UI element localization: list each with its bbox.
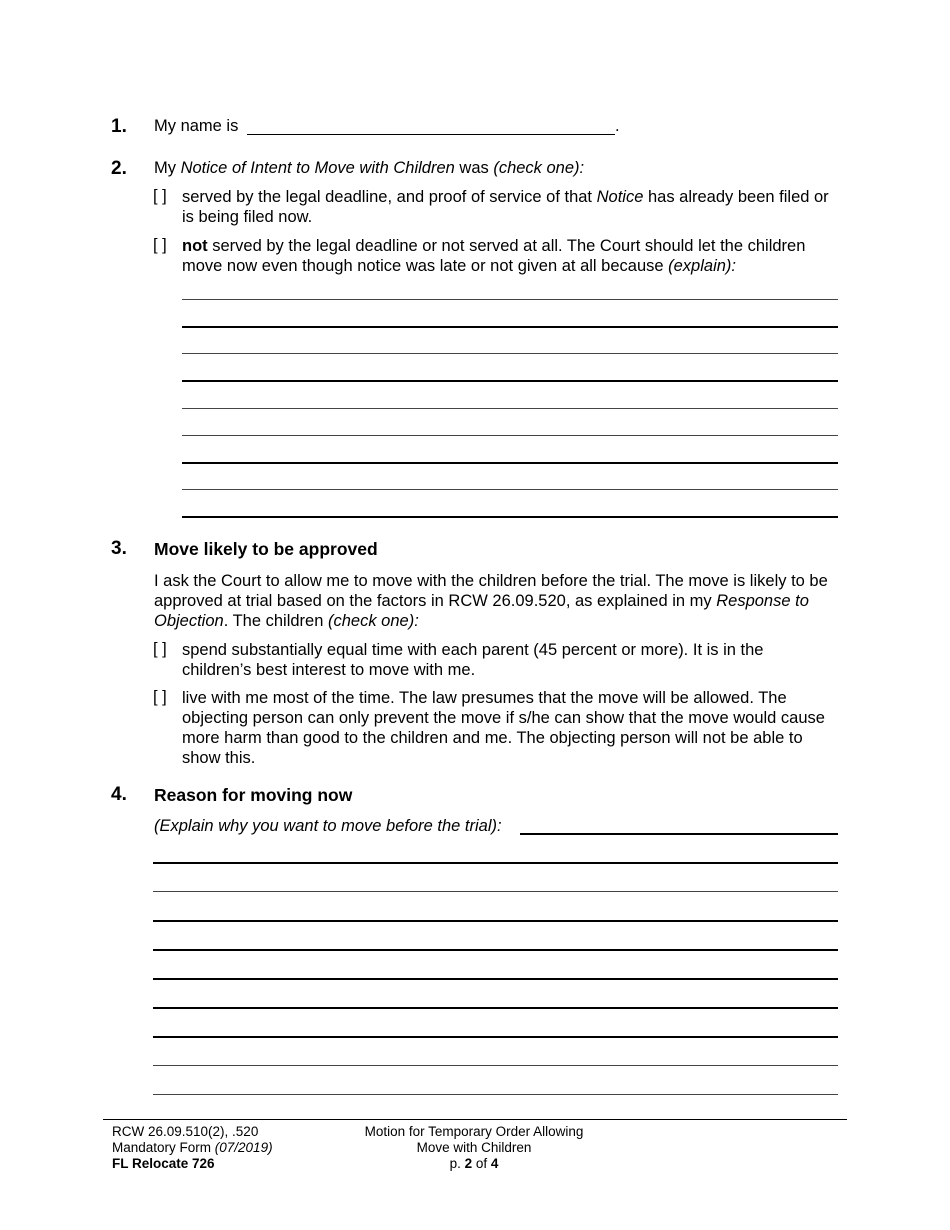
explain-line[interactable]: [182, 326, 838, 328]
section-3-heading: Move likely to be approved: [154, 539, 378, 559]
notice-question: [154, 159, 584, 178]
footer-form-id: FL Relocate 726: [112, 1156, 215, 1171]
footer-form-title-1: Motion for Temporary Order Allowing: [364, 1124, 584, 1139]
explain-line[interactable]: [182, 408, 838, 409]
explain-line[interactable]: [182, 353, 838, 354]
footer-page-prefix: p.: [449, 1156, 465, 1171]
notice-word: Notice: [596, 188, 644, 206]
reason-prompt: (Explain why you want to move before the trial):: [154, 817, 502, 835]
response-to-objection: Response to Objection: [154, 592, 809, 630]
section-4-number: 4.: [111, 784, 127, 805]
section-4-heading: Reason for moving now: [154, 785, 353, 805]
checkbox-not-served[interactable]: [ ]: [153, 236, 167, 254]
footer-page-number: [334, 1156, 614, 1172]
notice-question-text-a: My: [154, 159, 181, 177]
option-served-text-a: served by the legal deadline, and proof of service of that: [182, 188, 597, 206]
footer-mandatory-text: Mandatory Form: [112, 1140, 215, 1155]
section-3-number: 3.: [111, 538, 127, 559]
checkbox-live-with-me[interactable]: [ ]: [153, 688, 167, 706]
name-label: My name is: [154, 117, 239, 135]
option-equal-time-text: spend substantially equal time with each parent (45 percent or more). It is in the children’s best interest to move with me.: [182, 641, 764, 679]
not-word: not: [182, 237, 208, 255]
option-not-served-text-b: served by the legal deadline or not served at all. The Court should let the children move now even though notice was late or not given at all because: [182, 237, 806, 275]
reason-line[interactable]: [153, 891, 838, 892]
reason-line[interactable]: [153, 1036, 838, 1038]
section-1-number: 1.: [111, 116, 127, 137]
explain-line[interactable]: [182, 489, 838, 490]
checkbox-served[interactable]: [ ]: [153, 187, 167, 205]
footer-page-of: of: [472, 1156, 491, 1171]
check-one-instruction: (check one):: [493, 159, 585, 177]
footer-divider: [103, 1119, 847, 1120]
footer-rcw: RCW 26.09.510(2), .520: [112, 1124, 259, 1139]
footer-center: [334, 1124, 614, 1172]
checkbox-equal-time[interactable]: [ ]: [153, 640, 167, 658]
footer-page-total: 4: [490, 1156, 499, 1171]
reason-line[interactable]: [153, 1065, 838, 1066]
explain-line[interactable]: [182, 462, 838, 464]
option-live-with-me-text: live with me most of the time. The law presumes that the move will be allowed. The objecting person can only prevent the move if s/he can show that the move would cause more harm than good to the children and me. The objecting person will not be able to show this.: [182, 689, 825, 767]
section-2-number: 2.: [111, 158, 127, 179]
reason-line[interactable]: [153, 1007, 838, 1009]
notice-question-text-c: was: [454, 159, 494, 177]
reason-line[interactable]: [153, 1094, 838, 1095]
option-not-served-text: [182, 236, 842, 276]
option-served-text: [182, 187, 842, 227]
footer-form-title-2: Move with Children: [416, 1140, 532, 1155]
reason-line[interactable]: [153, 920, 838, 922]
section-3-body-a: I ask the Court to allow me to move with the children before the trial. The move is likely to be approved at trial based on the factors in RCW 26.09.520, as explained in my: [154, 572, 828, 610]
section-3-body: [154, 571, 844, 631]
reason-line[interactable]: [153, 862, 838, 864]
reason-line[interactable]: [153, 949, 838, 951]
section-3-body-c: . The children: [223, 612, 328, 630]
reason-line[interactable]: [153, 978, 838, 980]
option-served-text-c: has already been filed or is being filed now.: [182, 188, 829, 226]
notice-title: Notice of Intent to Move with Children: [180, 159, 455, 177]
explain-instruction: (explain):: [668, 257, 737, 275]
reason-line[interactable]: [520, 833, 838, 835]
check-one-instruction: (check one):: [327, 612, 419, 630]
explain-line[interactable]: [182, 380, 838, 382]
explain-line[interactable]: [182, 299, 838, 300]
footer-mandatory-form: [112, 1140, 273, 1156]
explain-line[interactable]: [182, 516, 838, 518]
name-period: .: [615, 117, 620, 135]
footer-left: [112, 1124, 273, 1172]
explain-line[interactable]: [182, 435, 838, 436]
footer-form-date: (07/2019): [214, 1140, 273, 1155]
name-input-line[interactable]: [247, 134, 615, 135]
footer-page-current: 2: [464, 1156, 473, 1171]
